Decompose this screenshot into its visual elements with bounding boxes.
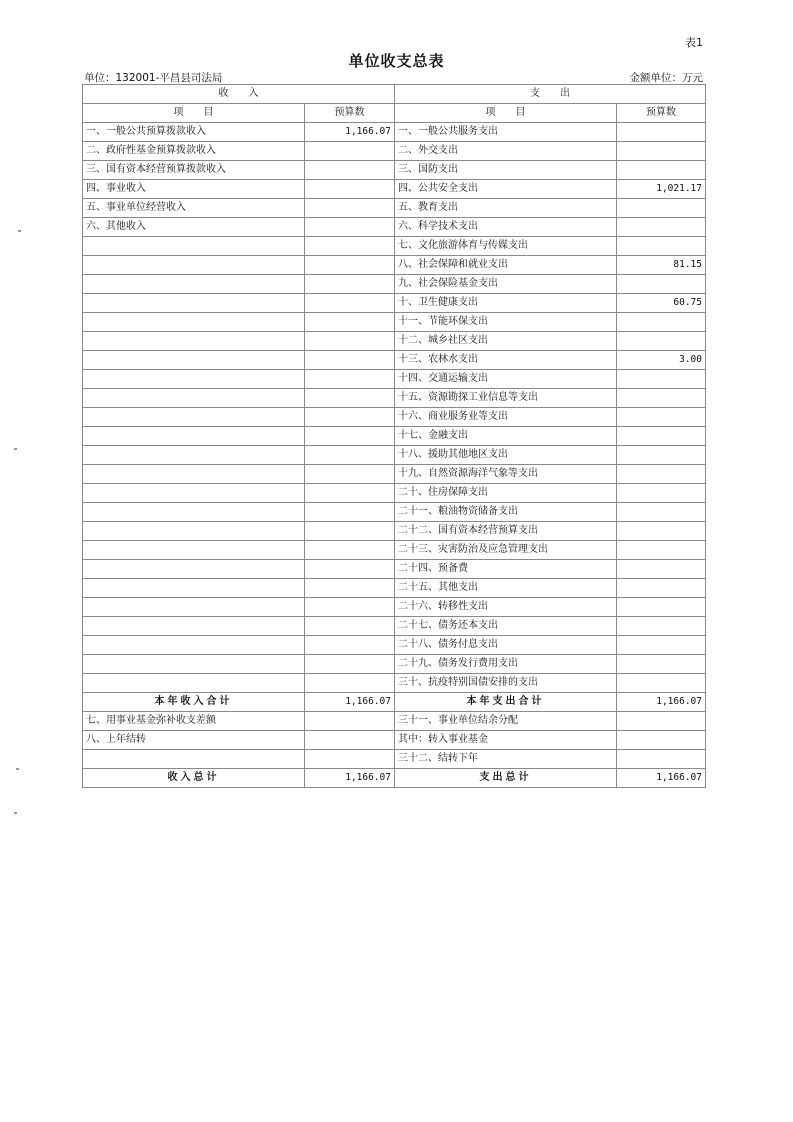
table-row [83,446,706,465]
table-row [83,731,706,750]
currency-unit: 金额单位：万元 [629,72,703,84]
income-budget-header: 预算数 [305,104,395,123]
scan-speck [14,812,17,814]
income-value-cell [305,389,395,408]
income-item-cell: 二、政府性基金预算拨款收入 [83,142,305,161]
expense-item-cell: 九、社会保险基金支出 [395,275,617,294]
expense-value-cell [617,237,706,256]
expense-value-cell [617,522,706,541]
income-value-cell [305,636,395,655]
table-row [83,712,706,731]
page-number: 表1 [685,36,703,49]
table-row [83,674,706,693]
expense-value-cell [617,332,706,351]
expense-value-cell [617,427,706,446]
income-item-cell [83,598,305,617]
income-item-header: 项 目 [83,104,305,123]
expense-item-cell: 十一、节能环保支出 [395,313,617,332]
table-row [83,275,706,294]
income-item-cell: 五、事业单位经营收入 [83,199,305,218]
income-section-header: 收 入 [83,85,395,104]
income-item-cell [83,237,305,256]
scan-speck [16,768,19,770]
expense-item-cell: 二十一、粮油物资储备支出 [395,503,617,522]
scan-speck [18,230,21,232]
expense-value-cell: 81.15 [617,256,706,275]
expense-value-cell [617,465,706,484]
expense-value-cell: 1,021.17 [617,180,706,199]
income-item-cell [83,294,305,313]
income-value-cell [305,446,395,465]
expense-value-cell [617,275,706,294]
income-item-cell: 一、一般公共预算拨款收入 [83,123,305,142]
expense-value-cell [617,484,706,503]
income-item-cell [83,446,305,465]
income-value-cell [305,579,395,598]
expense-value-cell [617,560,706,579]
income-value-cell [305,237,395,256]
income-value-cell [305,598,395,617]
income-item-cell [83,674,305,693]
income-total-label: 收入总计 [83,769,305,788]
expense-item-cell: 六、科学技术支出 [395,218,617,237]
expense-item-cell: 七、文化旅游体育与传媒支出 [395,237,617,256]
income-item-cell [83,389,305,408]
table-row [83,199,706,218]
expense-item-cell: 二十、住房保障支出 [395,484,617,503]
income-item-cell [83,256,305,275]
table-row [83,750,706,769]
income-value-cell [305,142,395,161]
income-value-cell: 1,166.07 [305,123,395,142]
expense-value-cell [617,636,706,655]
expense-item-header: 项 目 [395,104,617,123]
expense-subtotal-label: 本年支出合计 [395,693,617,712]
table-row [83,332,706,351]
expense-item-cell: 三十二、结转下年 [395,750,617,769]
expense-item-cell: 四、公共安全支出 [395,180,617,199]
income-value-cell [305,465,395,484]
expense-value-cell [617,617,706,636]
expense-item-cell: 十二、城乡社区支出 [395,332,617,351]
income-value-cell [305,655,395,674]
table-row [83,313,706,332]
expense-item-cell: 十七、金融支出 [395,427,617,446]
income-value-cell [305,351,395,370]
income-item-cell [83,484,305,503]
expense-value-cell [617,598,706,617]
income-value-cell [305,484,395,503]
expense-item-cell: 五、教育支出 [395,199,617,218]
income-item-cell [83,408,305,427]
expense-item-cell: 二十五、其他支出 [395,579,617,598]
income-value-cell [305,256,395,275]
expense-item-cell: 其中：转入事业基金 [395,731,617,750]
income-item-cell [83,541,305,560]
column-header-row [83,104,706,123]
income-item-cell: 四、事业收入 [83,180,305,199]
unit-name: 单位：132001-平昌县司法局 [84,72,223,84]
expense-item-cell: 十六、商业服务业等支出 [395,408,617,427]
income-item-cell [83,332,305,351]
table-row [83,256,706,275]
income-expense-table [82,84,706,788]
income-value-cell [305,161,395,180]
expense-item-cell: 十八、援助其他地区支出 [395,446,617,465]
expense-value-cell [617,313,706,332]
income-item-cell: 八、上年结转 [83,731,305,750]
expense-item-cell: 二十九、债务发行费用支出 [395,655,617,674]
income-item-cell: 七、用事业基金弥补收支差额 [83,712,305,731]
total-row [83,769,706,788]
income-value-cell [305,275,395,294]
table-row [83,180,706,199]
table-row [83,484,706,503]
page-title: 单位收支总表 [348,52,445,70]
expense-item-cell: 十四、交通运输支出 [395,370,617,389]
expense-item-cell: 二十三、灾害防治及应急管理支出 [395,541,617,560]
table-row [83,370,706,389]
expense-value-cell [617,579,706,598]
expense-value-cell [617,370,706,389]
expense-item-cell: 二十八、债务付息支出 [395,636,617,655]
table-row [83,142,706,161]
income-value-cell [305,731,395,750]
expense-value-cell [617,446,706,465]
table-row [83,408,706,427]
expense-value-cell: 60.75 [617,294,706,313]
income-item-cell [83,313,305,332]
income-item-cell [83,370,305,389]
income-value-cell [305,522,395,541]
income-value-cell [305,294,395,313]
expense-value-cell [617,161,706,180]
table-row [83,351,706,370]
expense-value-cell [617,503,706,522]
income-subtotal-value: 1,166.07 [305,693,395,712]
income-item-cell [83,750,305,769]
expense-item-cell: 八、社会保障和就业支出 [395,256,617,275]
income-item-cell [83,465,305,484]
expense-item-cell: 一、一般公共服务支出 [395,123,617,142]
expense-item-cell: 十、卫生健康支出 [395,294,617,313]
scan-speck [14,448,17,450]
income-value-cell [305,503,395,522]
expense-value-cell [617,218,706,237]
income-item-cell: 六、其他收入 [83,218,305,237]
subtotal-row [83,693,706,712]
expense-item-cell: 十三、农林水支出 [395,351,617,370]
table-row [83,598,706,617]
expense-value-cell [617,750,706,769]
income-value-cell [305,218,395,237]
table-row [83,237,706,256]
income-value-cell [305,750,395,769]
table-row [83,427,706,446]
table-row [83,465,706,484]
income-value-cell [305,199,395,218]
table-row [83,161,706,180]
income-value-cell [305,408,395,427]
expense-value-cell [617,142,706,161]
table-row [83,655,706,674]
income-value-cell [305,332,395,351]
section-header-row [83,85,706,104]
expense-value-cell [617,199,706,218]
income-value-cell [305,541,395,560]
income-item-cell [83,427,305,446]
expense-item-cell: 十九、自然资源海洋气象等支出 [395,465,617,484]
expense-item-cell: 十五、资源勘探工业信息等支出 [395,389,617,408]
income-total-value: 1,166.07 [305,769,395,788]
expense-value-cell: 3.00 [617,351,706,370]
income-subtotal-label: 本年收入合计 [83,693,305,712]
table-row [83,579,706,598]
income-item-cell [83,617,305,636]
expense-value-cell [617,541,706,560]
income-item-cell [83,655,305,674]
table-row [83,636,706,655]
expense-item-cell: 二十二、国有资本经营预算支出 [395,522,617,541]
table-row [83,560,706,579]
expense-value-cell [617,123,706,142]
table-row [83,294,706,313]
expense-subtotal-value: 1,166.07 [617,693,706,712]
expense-budget-header: 预算数 [617,104,706,123]
expense-item-cell: 三十、抗疫特别国债安排的支出 [395,674,617,693]
table-row [83,503,706,522]
income-item-cell [83,522,305,541]
income-item-cell: 三、国有资本经营预算拨款收入 [83,161,305,180]
income-value-cell [305,712,395,731]
income-value-cell [305,617,395,636]
income-value-cell [305,180,395,199]
expense-item-cell: 二十四、预备费 [395,560,617,579]
expense-item-cell: 二十六、转移性支出 [395,598,617,617]
expense-item-cell: 二、外交支出 [395,142,617,161]
expense-value-cell [617,712,706,731]
income-item-cell [83,503,305,522]
income-item-cell [83,560,305,579]
expense-value-cell [617,731,706,750]
expense-item-cell: 三、国防支出 [395,161,617,180]
expense-value-cell [617,674,706,693]
table-row [83,617,706,636]
income-item-cell [83,351,305,370]
expense-total-label: 支出总计 [395,769,617,788]
expense-item-cell: 三十一、事业单位结余分配 [395,712,617,731]
income-value-cell [305,370,395,389]
income-item-cell [83,275,305,294]
income-value-cell [305,313,395,332]
table-row [83,541,706,560]
table-row [83,522,706,541]
expense-value-cell [617,655,706,674]
income-item-cell [83,636,305,655]
expense-section-header: 支 出 [395,85,706,104]
expense-value-cell [617,389,706,408]
income-value-cell [305,427,395,446]
expense-value-cell [617,408,706,427]
expense-item-cell: 二十七、债务还本支出 [395,617,617,636]
table-row [83,218,706,237]
income-item-cell [83,579,305,598]
income-value-cell [305,674,395,693]
table-row [83,123,706,142]
income-value-cell [305,560,395,579]
table-row [83,389,706,408]
expense-total-value: 1,166.07 [617,769,706,788]
